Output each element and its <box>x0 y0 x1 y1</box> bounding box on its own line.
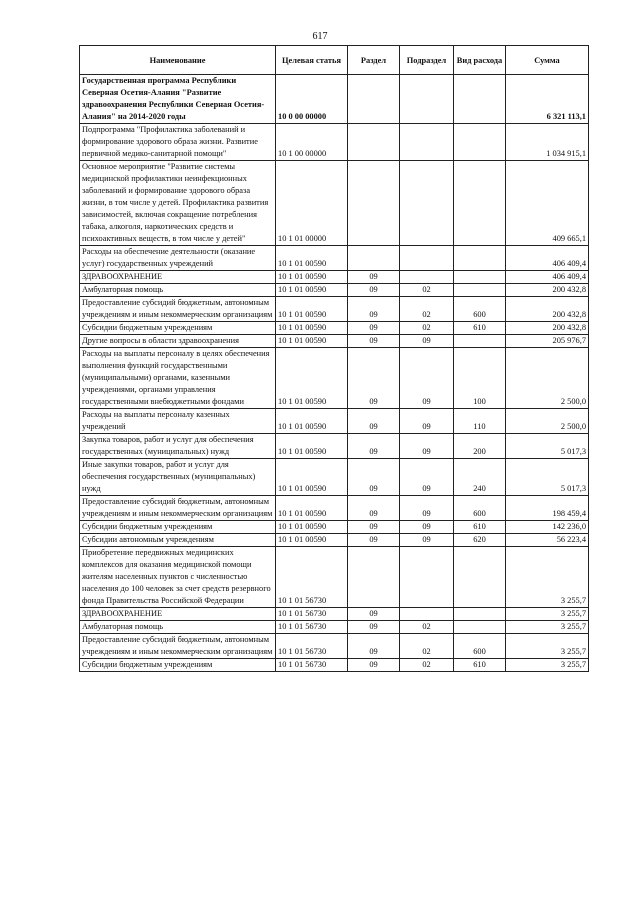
table-row <box>80 496 589 521</box>
cell-section: 09 <box>348 335 400 348</box>
cell-subsection <box>400 246 454 271</box>
cell-target: 10 1 01 00590 <box>276 348 348 409</box>
cell-target: 10 1 01 00590 <box>276 534 348 547</box>
cell-section: 09 <box>348 521 400 534</box>
cell-name: Подпрограмма "Профилактика заболеваний и формирование здорового образа жизни. Развитие первичной медико-санитарной помощи" <box>80 124 276 161</box>
cell-expense-type: 600 <box>454 634 506 659</box>
cell-amount: 3 255,7 <box>506 608 589 621</box>
cell-subsection <box>400 161 454 246</box>
cell-subsection <box>400 547 454 608</box>
cell-expense-type: 240 <box>454 459 506 496</box>
cell-section: 09 <box>348 297 400 322</box>
cell-section <box>348 124 400 161</box>
cell-name: Иные закупки товаров, работ и услуг для обеспечения государственных (муниципальных) нужд <box>80 459 276 496</box>
cell-section: 09 <box>348 534 400 547</box>
cell-expense-type: 610 <box>454 322 506 335</box>
cell-subsection: 02 <box>400 621 454 634</box>
cell-target: 10 1 01 00590 <box>276 297 348 322</box>
cell-amount: 2 500,0 <box>506 409 589 434</box>
cell-expense-type: 200 <box>454 434 506 459</box>
cell-name: Предоставление субсидий бюджетным, автономным учреждениям и иным некоммерческим организациям <box>80 496 276 521</box>
table-row <box>80 335 589 348</box>
cell-target: 10 1 01 00590 <box>276 271 348 284</box>
cell-subsection: 09 <box>400 496 454 521</box>
cell-expense-type <box>454 75 506 124</box>
cell-expense-type <box>454 284 506 297</box>
cell-expense-type: 100 <box>454 348 506 409</box>
cell-expense-type <box>454 621 506 634</box>
cell-expense-type <box>454 246 506 271</box>
cell-subsection: 02 <box>400 659 454 672</box>
cell-subsection: 02 <box>400 322 454 335</box>
table-row <box>80 75 589 124</box>
cell-section: 09 <box>348 496 400 521</box>
cell-name: Амбулаторная помощь <box>80 284 276 297</box>
cell-section <box>348 75 400 124</box>
cell-target: 10 1 01 00590 <box>276 409 348 434</box>
cell-subsection: 02 <box>400 297 454 322</box>
page-number: 617 <box>312 31 328 42</box>
table-row <box>80 621 589 634</box>
cell-expense-type <box>454 124 506 161</box>
cell-expense-type: 620 <box>454 534 506 547</box>
cell-amount: 5 017,3 <box>506 434 589 459</box>
cell-section: 09 <box>348 409 400 434</box>
cell-amount: 200 432,8 <box>506 322 589 335</box>
cell-section: 09 <box>348 271 400 284</box>
table-row <box>80 608 589 621</box>
cell-name: Амбулаторная помощь <box>80 621 276 634</box>
cell-name: Расходы на выплаты персоналу в целях обеспечения выполнения функций государственными (муниципальными) органами, казенными учреждениями, органами управления государственными внебюджетными фондами <box>80 348 276 409</box>
cell-name: Государственная программа Республики Северная Осетия-Алания "Развитие здравоохранения Республики Северная Осетия-Алания" на 2014-2020 годы <box>80 75 276 124</box>
cell-expense-type: 610 <box>454 521 506 534</box>
cell-expense-type <box>454 271 506 284</box>
cell-subsection: 09 <box>400 459 454 496</box>
cell-section: 09 <box>348 459 400 496</box>
cell-subsection: 09 <box>400 409 454 434</box>
cell-name: Субсидии бюджетным учреждениям <box>80 521 276 534</box>
cell-section: 09 <box>348 322 400 335</box>
cell-amount: 2 500,0 <box>506 348 589 409</box>
cell-amount: 3 255,7 <box>506 621 589 634</box>
cell-section <box>348 246 400 271</box>
cell-expense-type: 600 <box>454 496 506 521</box>
cell-amount: 409 665,1 <box>506 161 589 246</box>
cell-section: 09 <box>348 621 400 634</box>
cell-subsection: 09 <box>400 348 454 409</box>
header-name: Наименование <box>80 46 276 75</box>
cell-amount: 56 223,4 <box>506 534 589 547</box>
cell-name: ЗДРАВООХРАНЕНИЕ <box>80 271 276 284</box>
cell-target: 10 1 01 00590 <box>276 284 348 297</box>
header-subsection: Подраздел <box>400 46 454 75</box>
cell-amount: 3 255,7 <box>506 547 589 608</box>
table-row <box>80 246 589 271</box>
header-expense-type: Вид расхода <box>454 46 506 75</box>
cell-section: 09 <box>348 284 400 297</box>
cell-name: Закупка товаров, работ и услуг для обеспечения государственных (муниципальных) нужд <box>80 434 276 459</box>
table-row <box>80 124 589 161</box>
cell-target: 10 1 01 00000 <box>276 161 348 246</box>
cell-target: 10 1 01 56730 <box>276 547 348 608</box>
cell-name: Субсидии бюджетным учреждениям <box>80 659 276 672</box>
cell-name: ЗДРАВООХРАНЕНИЕ <box>80 608 276 621</box>
cell-amount: 3 255,7 <box>506 634 589 659</box>
cell-target: 10 1 01 00590 <box>276 459 348 496</box>
cell-section: 09 <box>348 608 400 621</box>
cell-amount: 6 321 113,1 <box>506 75 589 124</box>
cell-section: 09 <box>348 634 400 659</box>
cell-subsection <box>400 271 454 284</box>
table-row <box>80 634 589 659</box>
cell-amount: 1 034 915,1 <box>506 124 589 161</box>
cell-amount: 406 409,4 <box>506 246 589 271</box>
cell-target: 10 1 01 56730 <box>276 634 348 659</box>
cell-expense-type: 110 <box>454 409 506 434</box>
table-row <box>80 271 589 284</box>
cell-amount: 406 409,4 <box>506 271 589 284</box>
budget-table <box>79 45 589 672</box>
cell-name: Расходы на обеспечение деятельности (оказание услуг) государственных учреждений <box>80 246 276 271</box>
cell-subsection: 02 <box>400 634 454 659</box>
cell-section <box>348 547 400 608</box>
cell-amount: 5 017,3 <box>506 459 589 496</box>
table-body <box>80 75 589 672</box>
cell-expense-type <box>454 547 506 608</box>
cell-subsection: 02 <box>400 284 454 297</box>
cell-section: 09 <box>348 348 400 409</box>
cell-subsection: 09 <box>400 335 454 348</box>
table-row <box>80 547 589 608</box>
cell-subsection <box>400 608 454 621</box>
cell-subsection: 09 <box>400 434 454 459</box>
cell-expense-type: 610 <box>454 659 506 672</box>
table-row <box>80 409 589 434</box>
cell-section: 09 <box>348 434 400 459</box>
cell-target: 10 1 01 56730 <box>276 659 348 672</box>
table-row <box>80 161 589 246</box>
cell-amount: 198 459,4 <box>506 496 589 521</box>
table-row <box>80 534 589 547</box>
cell-target: 10 1 01 00590 <box>276 521 348 534</box>
cell-expense-type <box>454 161 506 246</box>
cell-expense-type <box>454 335 506 348</box>
cell-target: 10 1 01 00590 <box>276 496 348 521</box>
cell-target: 10 1 01 00590 <box>276 434 348 459</box>
header-section: Раздел <box>348 46 400 75</box>
cell-name: Субсидии бюджетным учреждениям <box>80 322 276 335</box>
table-row <box>80 297 589 322</box>
cell-amount: 3 255,7 <box>506 659 589 672</box>
header-target: Целевая статья <box>276 46 348 75</box>
cell-name: Предоставление субсидий бюджетным, автономным учреждениям и иным некоммерческим организациям <box>80 297 276 322</box>
cell-target: 10 1 01 56730 <box>276 621 348 634</box>
table-row <box>80 659 589 672</box>
cell-subsection <box>400 75 454 124</box>
table-row <box>80 348 589 409</box>
cell-amount: 200 432,8 <box>506 284 589 297</box>
cell-name: Другие вопросы в области здравоохранения <box>80 335 276 348</box>
cell-target: 10 1 00 00000 <box>276 124 348 161</box>
cell-name: Субсидии автономным учреждениям <box>80 534 276 547</box>
cell-subsection: 09 <box>400 534 454 547</box>
cell-amount: 205 976,7 <box>506 335 589 348</box>
cell-name: Приобретение передвижных медицинских комплексов для оказания медицинской помощи жителям населенных пунктов с численностью населения до 100 человек за счет средств резервного фонда Правительства Российской Федерации <box>80 547 276 608</box>
table-row <box>80 459 589 496</box>
table-row <box>80 434 589 459</box>
cell-expense-type <box>454 608 506 621</box>
cell-target: 10 1 01 00590 <box>276 246 348 271</box>
cell-section: 09 <box>348 659 400 672</box>
cell-target: 10 1 01 00590 <box>276 322 348 335</box>
cell-section <box>348 161 400 246</box>
table-row <box>80 322 589 335</box>
cell-target: 10 0 00 00000 <box>276 75 348 124</box>
cell-name: Предоставление субсидий бюджетным, автономным учреждениям и иным некоммерческим организациям <box>80 634 276 659</box>
cell-target: 10 1 01 00590 <box>276 335 348 348</box>
cell-subsection <box>400 124 454 161</box>
cell-target: 10 1 01 56730 <box>276 608 348 621</box>
cell-expense-type: 600 <box>454 297 506 322</box>
cell-amount: 200 432,8 <box>506 297 589 322</box>
cell-name: Расходы на выплаты персоналу казенных учреждений <box>80 409 276 434</box>
cell-amount: 142 236,0 <box>506 521 589 534</box>
cell-subsection: 09 <box>400 521 454 534</box>
table-row <box>80 284 589 297</box>
cell-name: Основное мероприятие "Развитие системы медицинской профилактики неинфекционных заболеваний и формирование здорового образа жизни, в том числе у детей. Профилактика развития зависимостей, включая сокращение потребления табака, алкоголя, наркотических средств и психоактивных веществ, в том числе у детей" <box>80 161 276 246</box>
header-amount: Сумма <box>506 46 589 75</box>
table-header-row <box>80 46 589 75</box>
table-row <box>80 521 589 534</box>
